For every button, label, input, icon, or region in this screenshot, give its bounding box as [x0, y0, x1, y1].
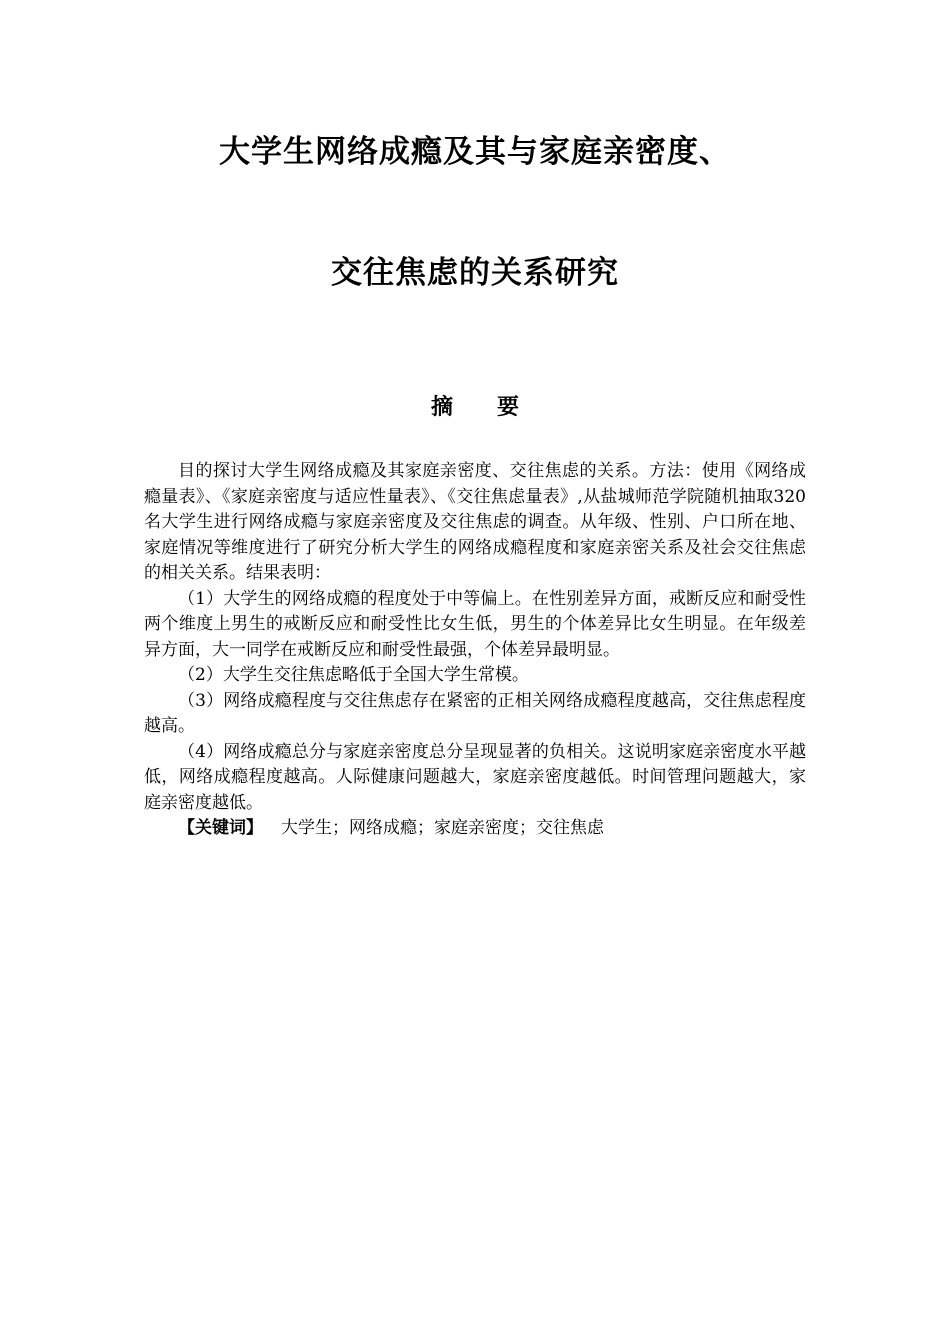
abstract-paragraph-result-4: （4）网络成瘾总分与家庭亲密度总分呈现显著的负相关。这说明家庭亲密度水平越低，网络成瘾程度越高。人际健康问题越大，家庭亲密度越低。时间管理问题越大，家庭亲密度越低。 [144, 741, 806, 813]
keywords-text: 大学生；网络成瘾；家庭亲密度；交往焦虑 [281, 818, 604, 838]
abstract-paragraph-intro: 目的探讨大学生网络成瘾及其家庭亲密度、交往焦虑的关系。方法：使用《网络成瘾量表》、《家庭亲密度与适应性量表》、《交往焦虑量表》,从盐城师范学院随机抽取320名大学生进行网络成瘾与家庭亲密度及交往焦虑的调查。从年级、性别、户口所在地、家庭情况等维度进行了研究分析大学生的网络成瘾程度和家庭亲密关系及社会交往焦虑的相关关系。结果表明： [144, 461, 806, 583]
abstract-heading-char-1: 摘 [430, 395, 453, 420]
abstract-paragraph-result-3: （3）网络成瘾程度与交往焦虑存在紧密的正相关网络成瘾程度越高，交往焦虑程度越高。 [144, 690, 806, 736]
keywords-label: 【关键词】 [178, 818, 263, 838]
abstract-heading [0, 393, 950, 423]
paper-title-line-2: 交往焦虑的关系研究 [331, 255, 619, 291]
abstract-paragraph-result-1: （1）大学生的网络成瘾的程度处于中等偏上。在性别差异方面，戒断反应和耐受性两个维度上男生的戒断反应和耐受性比女生低，男生的个体差异比女生明显。在年级差异方面，大一同学在戒断反应和耐受性最强，个体差异最明显。 [144, 588, 806, 660]
keywords-line [144, 816, 806, 842]
abstract-body [144, 459, 806, 842]
paper-title-line-1: 大学生网络成瘾及其与家庭亲密度、 [219, 134, 731, 170]
abstract-paragraph-result-2: （2）大学生交往焦虑略低于全国大学生常模。 [178, 665, 529, 685]
abstract-heading-char-2: 要 [497, 395, 520, 420]
